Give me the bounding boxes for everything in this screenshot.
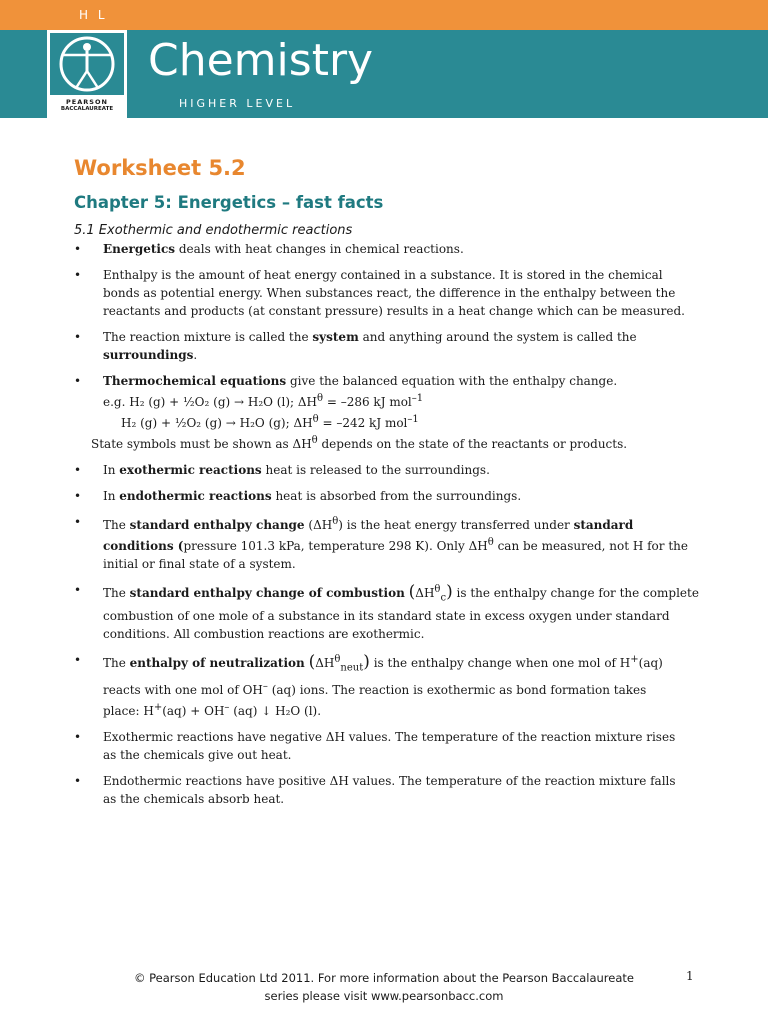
term-thermochemical-equations: Thermochemical equations	[103, 374, 287, 388]
equation-gas: H₂ (g) + ½O₂ (g) → H₂O (g); $\Delta H^\theta = -242$ kJ mol$^{-1}$	[121, 414, 419, 430]
footer-website: series please visit www.pearsonbacc.com	[264, 989, 504, 1003]
term-exothermic: exothermic reactions	[119, 463, 262, 477]
level-label: HIGHER LEVEL	[179, 97, 296, 110]
bullet-icon: •	[74, 330, 82, 344]
pearson-logo	[47, 30, 127, 118]
term-conditions: conditions (	[103, 539, 184, 553]
list-item: • In exothermic reactions heat is released to the surroundings.	[74, 463, 490, 477]
list-item: • Thermochemical equations give the balanced equation with the enthalpy change. e.g. H₂ (g) + ½O₂ (g) → H₂O (l); $\Delta H^\theta = -286$ kJ mol$^{-1}$ H₂ (g) + ½O₂ (g) → H₂O (g); $\Delta H^\theta = -242$ kJ mol$^{-1}$ State symbols must be shown as $\Delta H^\theta$ depends on the state of the reactants or products.	[74, 372, 698, 453]
term-energetics: Energetics	[103, 242, 176, 256]
footer	[70, 969, 698, 1005]
bullet-icon: •	[74, 653, 82, 668]
level-code: H L	[79, 8, 108, 22]
list-item: • The enthalpy of neutralization $(\Delta H^\theta_{neut})$ is the enthalpy change when one mol of H+(aq) reacts with one mol of OH– (aq) ions. The reaction is exothermic as bond formation takes place: H+(aq) + OH– (aq) ↓ H₂O (l).	[74, 652, 663, 718]
bullet-icon: •	[74, 515, 82, 529]
subject-title: Chemistry	[148, 35, 374, 86]
bullet-icon: •	[74, 489, 82, 503]
logo-brand-line2: BACCALAUREATE	[60, 106, 114, 112]
bullet-icon: •	[74, 268, 82, 282]
bullet-icon: •	[74, 583, 82, 597]
bullet-icon: •	[74, 242, 82, 256]
worksheet-title: Worksheet 5.2	[74, 156, 246, 180]
term-enthalpy-of-neutralization: enthalpy of neutralization	[129, 656, 305, 671]
section-title: 5.1 Exothermic and endothermic reactions	[74, 223, 353, 238]
chapter-title: Chapter 5: Energetics – fast facts	[74, 193, 384, 212]
vitruvian-figure-icon	[50, 33, 124, 95]
logo-emblem	[50, 33, 124, 95]
term-enthalpy-of-combustion: standard enthalpy change of combustion	[129, 586, 405, 600]
top-orange-bar	[0, 0, 768, 30]
term-endothermic: endothermic reactions	[119, 489, 272, 503]
term-surroundings: surroundings	[103, 348, 194, 362]
state-symbols-note: State symbols must be shown as $\Delta H^\theta$ depends on the state of the reactants or products.	[91, 435, 628, 451]
page-number: 1	[686, 969, 694, 983]
term-system: system	[312, 330, 359, 344]
list-item: • Enthalpy is the amount of heat energy contained in a substance. It is stored in the chemical bonds as potential energy. When substances react, the difference in the enthalpy between the reactants and products (at constant pressure) results in a heat change which can be measured.	[74, 268, 685, 318]
bullet-icon: •	[74, 463, 82, 477]
term-standard-enthalpy-change: standard enthalpy change	[129, 518, 305, 532]
logo-brand-line1: PEARSON	[66, 98, 108, 106]
list-item: • The reaction mixture is called the system and anything around the system is called the surroundings.	[74, 330, 637, 362]
bullet-icon: •	[74, 773, 82, 788]
footer-copyright: © Pearson Education Ltd 2011. For more information about the Pearson Baccalaureate	[133, 971, 634, 985]
equation-liquid: e.g. H₂ (g) + ½O₂ (g) → H₂O (l); $\Delta H^\theta = -286$ kJ mol$^{-1}$	[103, 393, 424, 409]
list-item: • The standard enthalpy change $(\Delta H^\theta)$ is the heat energy transferred under standard conditions (pressure 101.3 kPa, temperature 298 K). Only $\Delta H^\theta$ can be measured, not H for the initial or final state of a system.	[74, 515, 688, 571]
bullet-icon: •	[74, 729, 82, 744]
bullet-list	[74, 240, 698, 816]
list-item: • In endothermic reactions heat is absorbed from the surroundings.	[74, 489, 522, 503]
list-item: • Endothermic reactions have positive ΔH values. The temperature of the reaction mixture falls as the chemicals absorb heat.	[74, 773, 676, 806]
list-item: • Energetics deals with heat changes in chemical reactions.	[74, 242, 464, 256]
list-item: • Exothermic reactions have negative ΔH values. The temperature of the reaction mixture rises as the chemicals give out heat.	[74, 729, 676, 762]
list-item: • The standard enthalpy change of combustion $(\Delta H^\theta_c)$ is the enthalpy change for the complete combustion of one mole of a substance in its standard state in excess oxygen under standard conditions. All combustion reactions are exothermic.	[74, 582, 699, 642]
bullet-icon: •	[74, 374, 82, 388]
